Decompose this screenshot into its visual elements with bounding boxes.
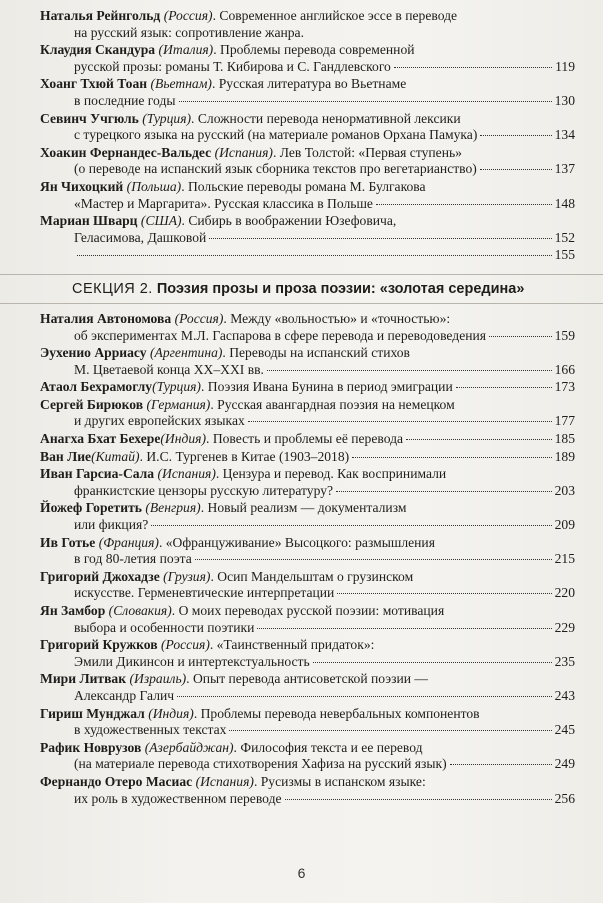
page-ref: 256: [554, 790, 575, 806]
entry-title: . Поэзия Ивана Бунина в период эмиграции: [200, 379, 453, 395]
entry-author: Севинч Учгюль: [40, 110, 139, 126]
toc-entry[interactable]: [40, 397, 575, 430]
toc-entry[interactable]: [40, 466, 575, 499]
entry-title: . Проблемы перевода невербальных компонентов: [193, 705, 480, 721]
toc-entry[interactable]: [40, 603, 575, 636]
page-ref: 177: [554, 413, 575, 429]
entry-title-continued: в последние годы: [74, 92, 176, 108]
leader-dots: [151, 525, 551, 526]
entry-country: (Турция): [142, 110, 192, 126]
entry-country: (Россия): [174, 310, 224, 326]
entry-title: . Цензура и перевод. Как воспринимали: [215, 466, 447, 482]
entry-country: (Грузия): [163, 568, 211, 584]
entry-title-continued: в год 80-летия поэта: [74, 551, 192, 567]
toc-entry[interactable]: [40, 569, 575, 602]
toc-entry[interactable]: [40, 111, 575, 144]
entry-author: Григорий Джохадзе: [40, 568, 160, 584]
entry-country: (Венгрия): [145, 500, 201, 516]
toc-entry[interactable]: [40, 42, 575, 75]
entry-title-continued: (на материале перевода стихотворения Хафиза на русский язык): [74, 756, 447, 772]
toc-entry[interactable]: [40, 213, 575, 246]
section-label: СЕКЦИЯ 2.: [72, 280, 153, 297]
entry-title: . Современное английское эссе в переводе: [212, 8, 458, 23]
toc-entry[interactable]: [40, 637, 575, 670]
leader-dots: [209, 238, 551, 239]
entry-author: Рафик Новрузов: [40, 739, 142, 755]
page-ref: 209: [554, 517, 575, 533]
toc-entry[interactable]: [40, 8, 575, 41]
entry-title-continued: выбора и особенности поэтики: [74, 619, 255, 635]
entry-country: (Россия): [161, 637, 210, 653]
entry-author: Клаудия Скандура: [40, 42, 156, 58]
page-ref: 189: [554, 448, 575, 464]
entry-author: Наталья Рейнгольд: [40, 8, 161, 23]
page-ref: 249: [554, 756, 575, 772]
leader-dots: [480, 169, 552, 170]
entry-title-continued: на русский язык: сопротивление жанра.: [74, 24, 304, 40]
leader-dots: [229, 730, 551, 731]
entry-title-continued: в художественных текстах: [74, 722, 227, 738]
entry-title-continued: «Мастер и Маргарита». Русская классика в Польше: [74, 195, 373, 211]
entry-title: . Проблемы перевода современной: [213, 42, 415, 58]
entry-title: . Между «вольностью» и «точностью»:: [223, 310, 451, 326]
entry-country: (Испания): [195, 773, 254, 789]
leader-dots: [267, 370, 552, 371]
entry-title-continued: (о переводе на испанский язык сборника текстов про вегетарианство): [74, 161, 477, 177]
entry-author: Ив Готье: [40, 534, 96, 550]
leader-dots: [376, 204, 552, 205]
entry-author: Мариан Шварц: [40, 213, 138, 229]
entry-title-continued: франкистские цензоры русскую литературу?: [74, 482, 334, 498]
entry-title-continued: с турецкого языка на русский (на материале романов Орхана Памука): [74, 127, 478, 143]
entry-title: . Польские переводы романа М. Булгакова: [181, 178, 426, 194]
toc-entry[interactable]: [40, 449, 575, 466]
entry-author: Григорий Кружков: [40, 637, 158, 653]
leader-dots: [352, 457, 551, 458]
entry-author: Йожеф Горетить: [40, 500, 142, 516]
toc-entry[interactable]: [40, 740, 575, 773]
page-ref: 166: [554, 361, 575, 377]
page-ref: 130: [554, 92, 575, 108]
entry-country: (Германия): [146, 396, 211, 412]
toc-entry[interactable]: [40, 145, 575, 178]
leader-dots: [480, 135, 551, 136]
entry-title-continued: русской прозы: романы Т. Кибирова и С. Гандлевского: [74, 58, 391, 74]
entry-title: . Повесть и проблемы её перевода: [206, 431, 404, 447]
page-number: 6: [297, 865, 306, 881]
entry-title-continued: об экспериментах М.Л. Гаспарова в сфере перевода и переводоведения: [74, 327, 487, 343]
leader-dots: [336, 491, 552, 492]
leader-dots: [285, 799, 552, 800]
entry-title: . Русизмы в испанском языке:: [253, 773, 426, 789]
page-ref: 243: [554, 687, 575, 703]
leader-dots: [456, 387, 552, 388]
entry-title: . Опыт перевода антисоветской поэзии —: [186, 671, 428, 687]
entry-author: Иван Гарсиа-Сала: [40, 466, 155, 482]
entry-country: (Испания): [214, 144, 273, 160]
page-ref: 203: [554, 482, 575, 498]
page-ref: 134: [554, 127, 575, 143]
entry-country: (Турция): [152, 379, 201, 395]
entry-author: Эухенио Арриасу: [40, 345, 147, 361]
entry-title: . «Офранцуживание» Высоцкого: размышления: [158, 534, 435, 550]
page-ref: 155: [554, 247, 575, 263]
page-ref: 235: [554, 653, 575, 669]
entry-author: Сергей Бирюков: [40, 396, 144, 412]
entry-country: (США): [140, 213, 182, 229]
leader-dots: [450, 764, 552, 765]
entry-title: . Русская авангардная поэзия на немецком: [210, 396, 455, 412]
entry-author: Атаол Бехрамоглу: [40, 379, 153, 395]
entry-country: (Вьетнам): [150, 76, 212, 92]
toc-entry[interactable]: [40, 671, 575, 704]
page-ref: 215: [554, 551, 575, 567]
entry-title-continued: и других европейских языках: [74, 413, 245, 429]
entry-title-continued: их роль в художественном переводе: [74, 790, 282, 806]
toc-entry[interactable]: [40, 774, 575, 807]
entry-country: (Азербайджан): [144, 739, 234, 755]
entry-title: . Осип Мандельштам о грузинском: [210, 568, 414, 584]
toc-entry[interactable]: [40, 500, 575, 533]
entry-author: Гириш Мунджал: [40, 705, 145, 721]
entry-country: (Индия): [160, 431, 207, 447]
page-ref: 148: [554, 195, 575, 211]
entry-country: (Китай): [91, 448, 140, 464]
toc-content: [40, 8, 575, 808]
leader-dots: [394, 67, 552, 68]
entry-country: (Италия): [158, 42, 214, 58]
page-ref: 185: [554, 431, 575, 447]
entry-country: (Словакия): [108, 603, 172, 618]
toc-entry[interactable]: [40, 179, 575, 212]
entry-title-continued: Эмили Дикинсон и интертекстуальность: [74, 653, 310, 669]
entry-title: . Русская литература во Вьетнаме: [211, 76, 407, 92]
entry-author: Ван Лие: [40, 448, 92, 464]
page-ref: 220: [554, 585, 575, 601]
toc-list-section-1: [40, 8, 575, 246]
leader-dots: [177, 696, 552, 697]
entry-author: Наталия Автономова: [40, 310, 172, 326]
entry-country: (Индия): [148, 705, 194, 721]
entry-author: Ян Чихоцкий: [40, 178, 124, 194]
section-heading: [0, 274, 603, 304]
entry-title-continued: М. Цветаевой конца XX–XXI вв.: [74, 361, 264, 377]
page-ref: 229: [554, 619, 575, 635]
entry-title-continued: искусстве. Герменевтические интерпретации: [74, 585, 335, 601]
entry-title: . Философия текста и ее перевод: [233, 739, 423, 755]
entry-author: Фернандо Отеро Масиас: [40, 773, 193, 789]
entry-country: (Россия): [163, 8, 213, 23]
leader-dots: [77, 255, 552, 256]
entry-author: Ян Замбор: [40, 603, 106, 618]
entry-country: (Франция): [98, 534, 159, 550]
entry-title: . Новый реализм — документализм: [200, 500, 407, 516]
entry-country: (Израиль): [129, 671, 187, 687]
leader-dots: [406, 439, 552, 440]
entry-title-continued: Геласимова, Дашковой: [74, 229, 207, 245]
page-ref: 159: [554, 327, 575, 343]
entry-author: Хоакин Фернандес-Вальдес: [40, 144, 212, 160]
entry-title-continued: или фикция?: [74, 517, 149, 533]
leader-dots: [489, 336, 552, 337]
leader-dots: [195, 559, 552, 560]
toc-entry[interactable]: [40, 345, 575, 378]
entry-title: . О моих переводах русской поэзии: мотивация: [171, 603, 445, 618]
toc-entry[interactable]: [40, 311, 575, 344]
entry-title: . Лев Толстой: «Первая ступень»: [272, 144, 462, 160]
page-ref: 137: [554, 161, 575, 177]
section-title: Поэзия прозы и проза поэзии: «золотая середина»: [156, 280, 525, 297]
toc-entry[interactable]: [40, 431, 575, 448]
entry-title: . Переводы на испанский стихов: [222, 345, 410, 361]
entry-title: . Сибирь в воображении Юзефовича,: [181, 213, 397, 229]
page-ref: 119: [555, 58, 575, 74]
page-ref: 245: [554, 722, 575, 738]
entry-title: . Сложности перевода ненормативной лексики: [191, 110, 461, 126]
leader-dots: [257, 628, 551, 629]
entry-title-continued: Александр Галич: [74, 687, 175, 703]
entry-author: Мири Литвак: [40, 671, 127, 687]
leader-dots: [337, 593, 551, 594]
entry-author: Хоанг Тхюй Тоан: [40, 76, 148, 92]
entry-title: . И.С. Тургенев в Китае (1903–2018): [139, 448, 350, 464]
entry-country: (Польша): [126, 178, 182, 194]
entry-author: Анагха Бхат Бехере: [40, 431, 161, 447]
toc-entry[interactable]: [40, 706, 575, 739]
page-ref: 152: [554, 229, 575, 245]
leader-dots: [179, 101, 552, 102]
toc-trailing-line: [40, 247, 575, 264]
toc-entry[interactable]: [40, 76, 575, 109]
entry-country: (Испания): [157, 466, 216, 482]
entry-title: . «Таинственный придаток»:: [209, 637, 375, 653]
toc-entry[interactable]: [40, 379, 575, 396]
toc-list-section-2: [40, 311, 575, 807]
leader-dots: [248, 421, 552, 422]
entry-country: (Аргентина): [150, 345, 223, 361]
page-ref: 173: [554, 379, 575, 395]
leader-dots: [313, 662, 552, 663]
toc-entry[interactable]: [40, 535, 575, 568]
